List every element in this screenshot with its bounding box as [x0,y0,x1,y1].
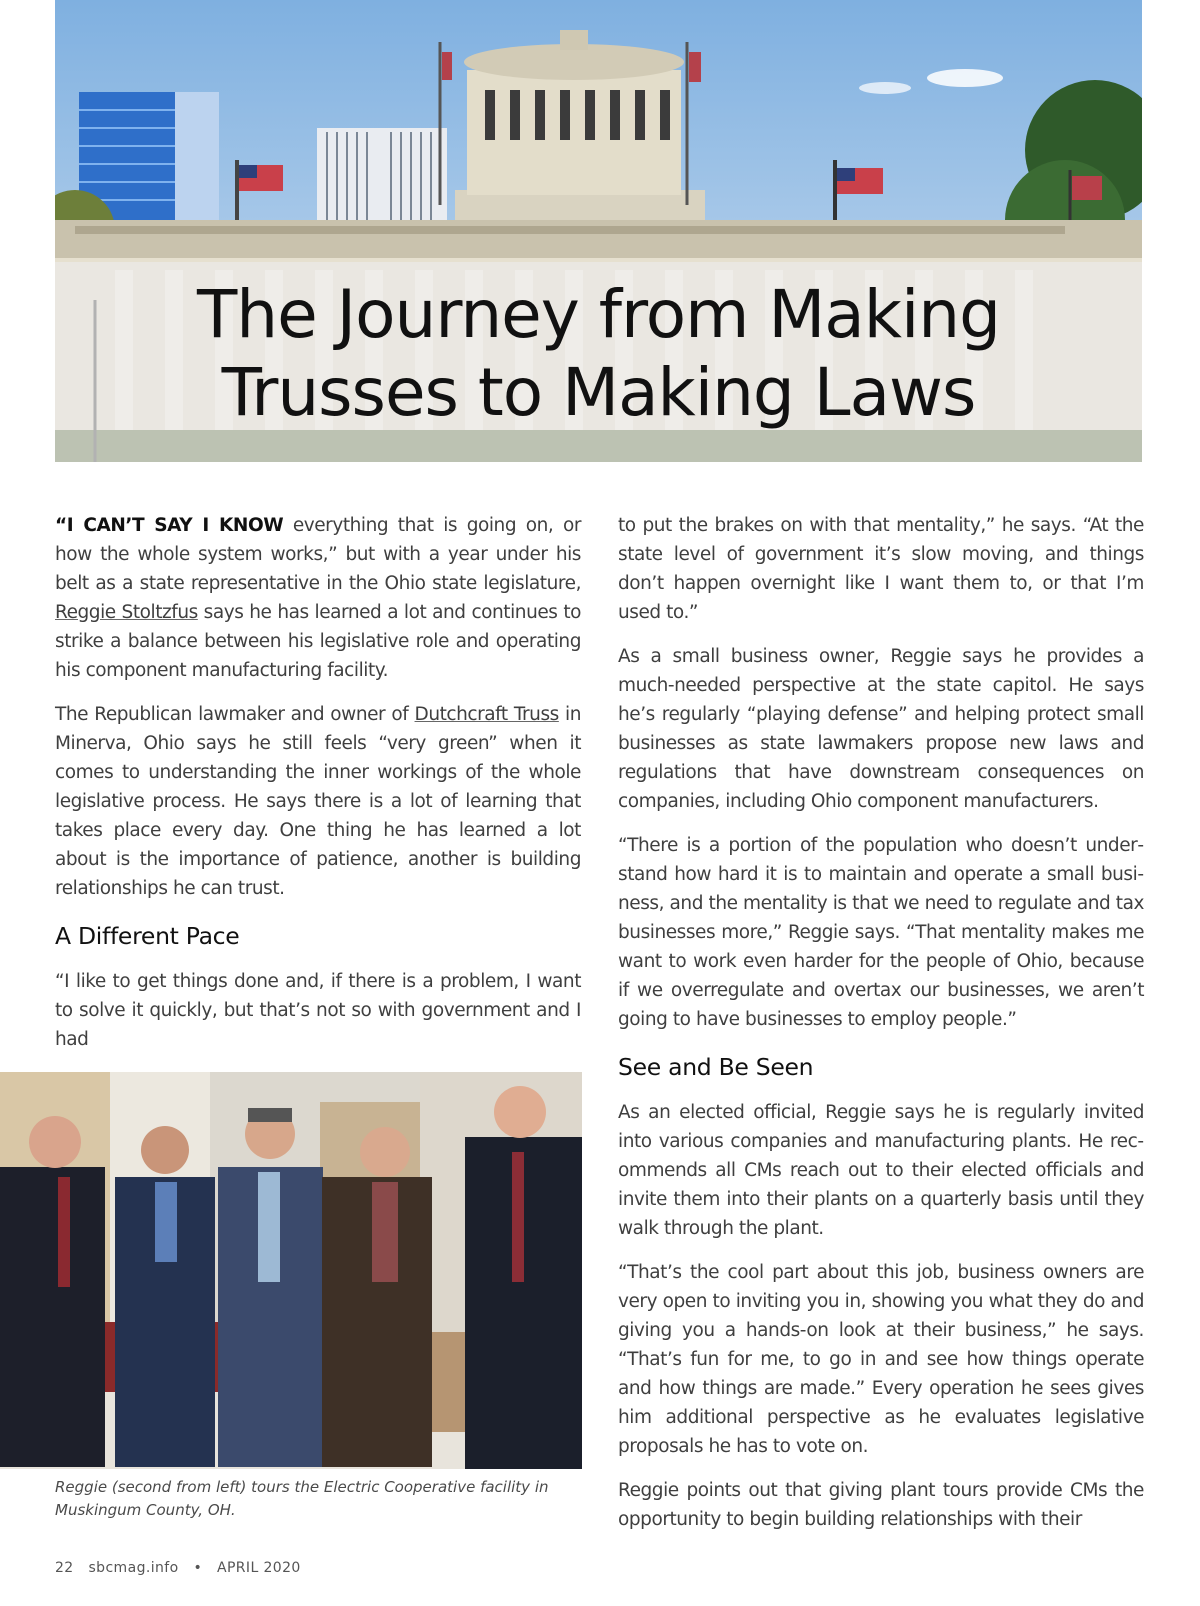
paragraph [55,700,581,903]
page-footer [55,1560,311,1576]
paragraph-text: everything that is going on, or how the whole system works,” but with a year under his belt as a state representative in the Ohio state legislature, [55,515,581,594]
article-title-line-2: Trusses to Making Laws [221,354,976,431]
section-heading: See and Be Seen [618,1053,814,1081]
group-photo-illustration [0,1072,582,1469]
paragraph: As a small business owner, Reggie says he provides a much-needed perspective at the state capitol. He says he’s regularly “playing defense” and helping protect small businesses as state lawmakers propose new laws and regulations that have downstream consequences on companies, including Ohio component manufacturers. [618,646,1144,812]
paragraph: to put the brakes on with that mentality,” he says. “At the state level of government it’s slow moving, and things don’t happen overnight like I want them to, or that I’m used to.” [618,515,1144,623]
right-column [618,511,1144,1549]
paragraph-text: says he has learned a lot and continues to strike a balance between his legislative role and operating his component manufacturing facility. [55,602,581,681]
photo-caption: Reggie (second from left) tours the Electric Cooperative facility in Muskingum County, OH. [55,1478,549,1519]
paragraph [55,511,581,685]
dutchcraft-truss-link[interactable]: Dutchcraft Truss [414,704,559,725]
article-title-line-1: The Journey from Making [196,276,1001,353]
lead-in: “I CAN’T SAY I KNOW [55,515,284,536]
hero-image [55,0,1142,462]
paragraph: As an elected official, Reggie says he is regularly invited into various companies and manufacturing plants. He recommends all CMs reach out to their elected officials and invite them into their plants on a quarterly basis until they walk through the plant. [618,1102,1144,1239]
paragraph: “That’s the cool part about this job, business owners are very open to inviting you in, showing you what they do and giving you a hands-on look at their business,” he says. “That’s fun for me, to go in and see how things operate and how things are made.” Every operation he sees gives him additional perspective as he evaluates legislative proposals he has to vote on. [618,1262,1144,1457]
left-column [55,511,581,1069]
section-heading: A Different Pace [55,922,240,950]
footer-separator: • [193,1560,203,1576]
issue-date: APRIL 2020 [216,1560,301,1576]
article-title [55,276,1142,432]
paragraph-text: The Republican lawmaker and owner of [55,704,415,725]
group-photo [0,1072,582,1469]
site-link[interactable]: sbcmag.info [88,1560,179,1576]
paragraph: “There is a portion of the population who doesn’t understand how hard it is to maintain and operate a small business, and the mentality is that we need to regulate and tax businesses more,” Reggie says. “That mentality makes me want to work even harder for the people of Ohio, because if we overregulate and overtax our businesses, we aren’t going to have businesses to employ people.” [618,835,1144,1030]
page-number: 22 [55,1560,74,1576]
paragraph: “I like to get things done and, if there is a problem, I want to solve it quickly, but that’s not so with government and I had [55,971,581,1050]
paragraph-text: in Minerva, Ohio says he still feels “very green” when it comes to understanding the inner workings of the whole legislative process. He says there is a lot of learning that takes place every day. One thing he has learned a lot about is the importance of patience, another is building relationships he can trust. [55,704,581,899]
reggie-stoltzfus-link[interactable]: Reggie Stoltzfus [55,602,198,623]
paragraph: Reggie points out that giving plant tours provide CMs the opportunity to begin building relationships with their [618,1480,1144,1530]
